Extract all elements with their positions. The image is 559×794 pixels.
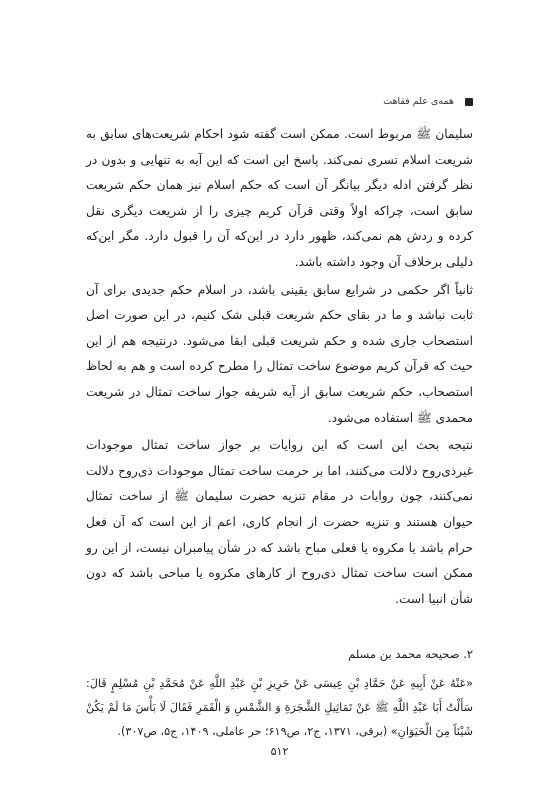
body-text [86,122,473,744]
paragraph-2: ثانیاً اگر حکمی در شرایع سابق یقینی باشد، در اسلام حکم جدیدی برای آن ثابت نباشد و ما در بقای حکم شریعت قبلی شک کنیم، در این صورت اصل استصحاب جاری شده و حکم شریعت قبلی ابقا می‌شود. درنتیجه هم از این حیث که قرآن کریم موضوع ساخت تمثال را مطرح کرده است و هم به لحاظ استصحاب، حکم شریعت سابق از آیه شریفه جواز ساخت تمثال در شریعت محمدی ﷺ استفاده می‌شود. [86,282,473,425]
hadith-section [86,642,473,744]
hadith-quote: «عَنْهُ عَنْ أَبِيهِ عَنْ حَمَّادِ بْنِ عِيسَى عَنْ حَرِيزِ بْنِ عَبْدِ اللَّهِ عَنْ مُحَمَّدِ بْنِ مُسْلِمٍ قَالَ: سَأَلْتُ أَبَا عَبْدِ اللَّهِ ﷺ عَنْ تَمَاثِيلِ الشَّجَرَةِ وَ الشَّمْسِ وَ الْقَمَرِ فَقَالَ لَا بَأْسَ مَا لَمْ يَكُنْ شَيْئاً مِنَ الْحَيَوَانِ» (برقی، ۱۳۷۱، ج۲، ص۶۱۹؛ حر عاملی، ۱۴۰۹، ج۵، ص۳۰۷). [86,676,473,738]
header-title: همه‌ی علم فقاهت [383,96,454,107]
paragraph-1: سلیمان ﷺ مربوط است. ممکن است گفته شود احکام شریعت‌های سابق به شریعت اسلام تسری نمی‌کند. پاسخ این است که این آیه به تنهایی و بدون در نظر گرفتن ادله دیگر بیانگر آن است که حکم اسلام نیز همان حکم شریعت سابق است، چراکه اولاً وقتی قرآن کریم چیزی را از شریعت دیگری نقل کرده و ردش هم نمی‌کند، ظهور دارد در این‌که آن را قبول دارد. مگر این‌که دلیلی برخلاف آن وجود داشته باشد. [86,127,473,269]
running-header [86,96,473,112]
paragraph-3: نتیجه بحث این است که این روایات بر جواز ساخت تمثال موجودات غیرذی‌روح دلالت می‌کنند، اما بر حرمت ساخت تمثال موجودات ذی‌روح دلالت نمی‌کنند، چون روایات در مقام تنزیه حضرت سلیمان ﷺ از ساخت تمثال حیوان هستند و تنزیه حضرت از انجام کاری، اعم از این است که آن فعل حرام باشد یا مکروه یا فعلی مباح باشد که در شأن پیامبران نیست، از این رو ممکن است ساخت تمثال ذی‌روح از کارهای مکروه یا مباحی باشد که دون شأن انبیا است. [86,438,473,606]
page-number: ۵۱۲ [270,745,289,758]
section-title: ۲. صحیحه محمد بن مسلم [348,647,473,662]
header-ornament-icon [465,98,473,106]
